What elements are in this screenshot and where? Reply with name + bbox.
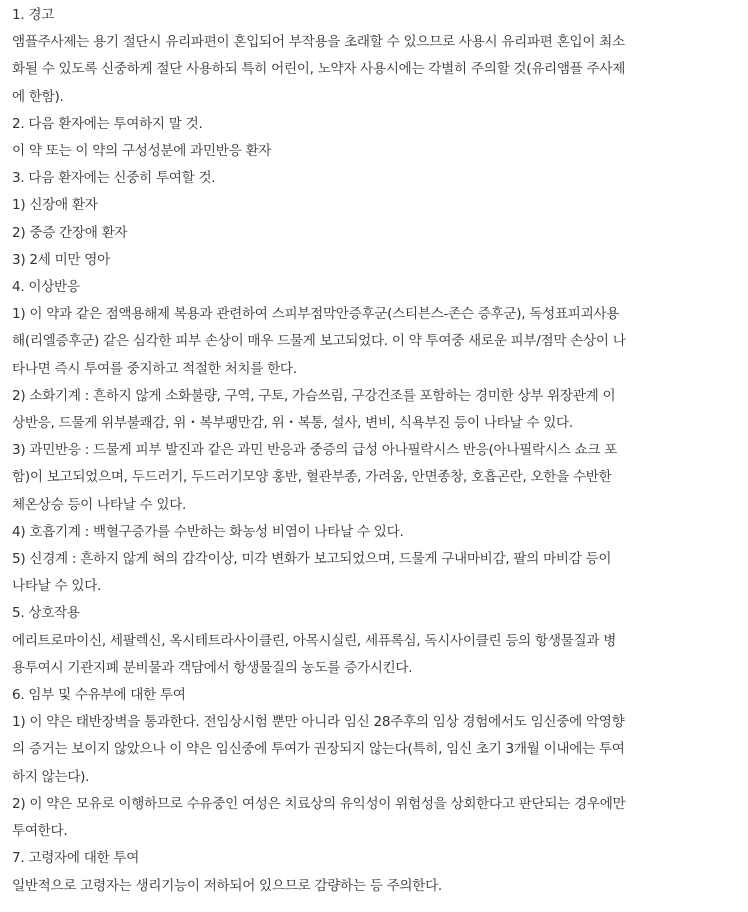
text-line: 해(리엘증후군) 같은 심각한 피부 손상이 매우 드물게 보고되었다. 이 약 투여중 새로운 피부/점막 손상이 나	[12, 333, 626, 350]
list-item: 1) 신장애 환자	[12, 197, 98, 214]
text-line: 상반응, 드물게 위부불쾌감, 위・복부팽만감, 위・복통, 설사, 변비, 식욕부진 등이 나타날 수 있다.	[12, 415, 573, 432]
text-line: 5) 신경계 : 흔하지 않게 혀의 감각이상, 미각 변화가 보고되었으며, 드물게 구내마비감, 팔의 마비감 등이	[12, 551, 612, 568]
text-line: 일반적으로 고령자는 생리기능이 저하되어 있으므로 감량하는 등 주의한다.	[12, 877, 442, 894]
section-heading-contraindications: 2. 다음 환자에는 투여하지 말 것.	[12, 115, 203, 132]
text-line: 1) 이 약과 같은 점액용해제 복용과 관련하여 스피부점막안증후군(스티븐스-존슨 증후군), 독성표피괴사용	[12, 306, 620, 323]
text-line: 화될 수 있도록 신중하게 절단 사용하되 특히 어린이, 노약자 사용시에는 각별히 주의할 것(유리앰플 주사제	[12, 61, 626, 78]
text-line: 의 증거는 보이지 않았으나 이 약은 임신중에 투여가 권장되지 않는다(특히, 임신 초기 3개월 이내에는 투여	[12, 741, 625, 758]
text-line: 투여한다.	[12, 823, 68, 840]
text-line: 용투여시 기관지폐 분비물과 객담에서 항생물질의 농도를 증가시킨다.	[12, 659, 413, 676]
section-heading-elderly: 7. 고령자에 대한 투여	[12, 850, 140, 867]
text-line: 하지 않는다).	[12, 768, 90, 785]
section-heading-warning: 1. 경고	[12, 7, 55, 23]
section-heading-interactions: 5. 상호작용	[12, 605, 80, 622]
text-line: 나타날 수 있다.	[12, 578, 102, 595]
list-item: 2) 중증 간장애 환자	[12, 224, 128, 241]
text-line: 에 한함).	[12, 88, 64, 105]
text-line: 1) 이 약은 태반장벽을 통과한다. 전임상시험 뿐만 아니라 임신 28주후의 임상 경험에서도 임신중에 악영향	[12, 714, 625, 731]
text-line: 2) 소화기계 : 흔하지 않게 소화불량, 구역, 구토, 가슴쓰림, 구강건조를 포함하는 경미한 상부 위장관계 이	[12, 387, 616, 404]
text-line: 4) 호흡기계 : 백혈구증가를 수반하는 화농성 비염이 나타날 수 있다.	[12, 523, 404, 540]
text-line: 체온상승 등이 나타날 수 있다.	[12, 496, 187, 513]
text-line: 2) 이 약은 모유로 이행하므로 수유중인 여성은 치료상의 유익성이 위험성을 상회한다고 판단되는 경우에만	[12, 795, 626, 812]
text-line: 3) 과민반응 : 드물게 피부 발진과 같은 과민 반응과 중증의 급성 아나필락시스 반응(아나필락시스 쇼크 포	[12, 442, 618, 459]
text-line: 앰플주사제는 용기 절단시 유리파편이 혼입되어 부작용을 초래할 수 있으므로 사용시 유리파편 혼입이 최소	[12, 34, 625, 51]
text-line: 에리트로마이신, 세팔렉신, 옥시테트라사이클린, 아목시실린, 세퓨록심, 독시사이클린 등의 항생물질과 병	[12, 632, 617, 649]
text-line: 타나면 즉시 투여를 중지하고 적절한 처치를 한다.	[12, 360, 297, 377]
section-heading-adverse-reactions: 4. 이상반응	[12, 279, 80, 296]
section-heading-precautions: 3. 다음 환자에는 신중히 투여할 것.	[12, 170, 216, 187]
text-line: 이 약 또는 이 약의 구성성분에 과민반응 환자	[12, 143, 272, 160]
list-item: 3) 2세 미만 영아	[12, 251, 110, 268]
text-line: 함)이 보고되었으며, 두드러기, 두드러기모양 홍반, 혈관부종, 가려움, 안면종창, 호흡곤란, 오한을 수반한	[12, 469, 612, 486]
section-heading-pregnancy: 6. 임부 및 수유부에 대한 투여	[12, 687, 186, 704]
